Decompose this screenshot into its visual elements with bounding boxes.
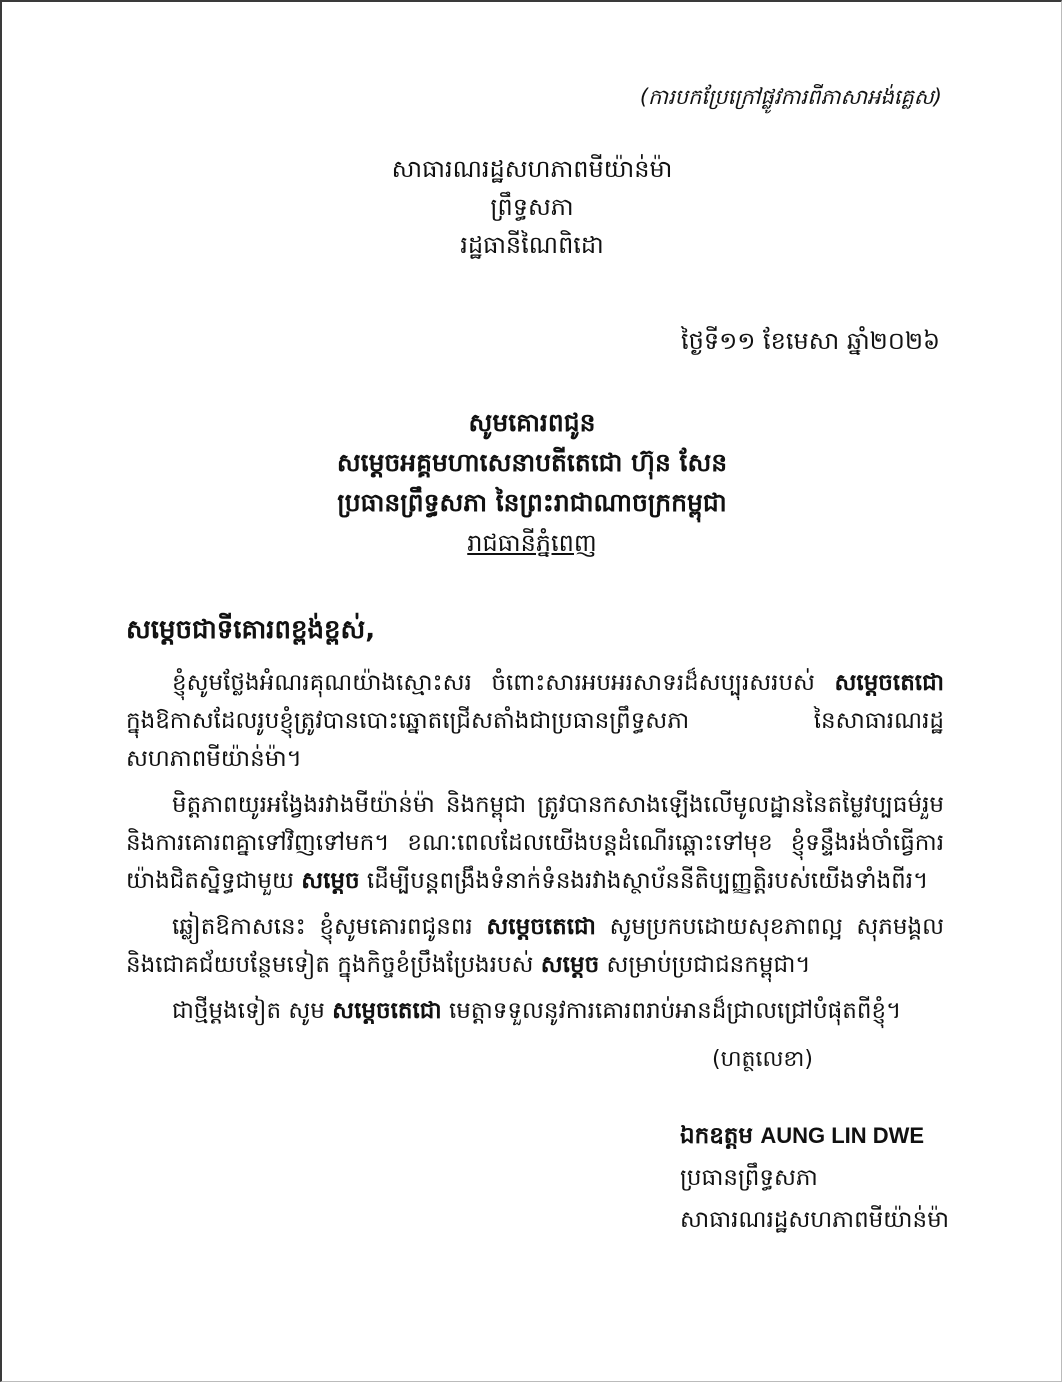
paragraph-text: ខ្ញុំសូមថ្លែងអំណរគុណយ៉ាងស្មោះសរ ចំពោះសារអបអរសាទរដ៏សប្បុរសរបស់ [172,670,835,696]
paragraph-2 [126,786,944,900]
paragraph-1 [126,664,944,778]
emphasis-text: សម្តេច [540,952,600,978]
paragraph-text: ក្នុងឱកាសដែលរូបខ្ញុំត្រូវបានបោះឆ្នោតជ្រើសតាំងជាប្រធានព្រឹទ្ធសភា នៃសាធារណរដ្ឋសហភាពមីយ៉ាន់ម៉ា។ [126,708,944,772]
paragraph-text: សម្រាប់ប្រជាជនកម្ពុជា។ [599,952,811,978]
paragraph-text: ជាថ្មីម្តងទៀត សូម [172,998,333,1024]
paragraph-text: សូមប្រកបដោយសុខភាពល្អ សុភមង្គល និងជោគជ័យបន្ថែមទៀត ក្នុងកិច្ចខំប្រឹងប្រែងរបស់ [126,914,944,978]
recipient-position: ប្រធានព្រឹទ្ធសភា នៃព្រះរាជាណាចក្រកម្ពុជា [337,488,727,517]
paragraph-text: ដើម្បីបន្តពង្រឹងទំនាក់ទំនងរវាងស្ថាប័ននីតិប្បញ្ញត្តិរបស់យើងទាំងពីរ។ [359,868,929,894]
signer-name-line [680,1115,949,1157]
paragraph-text: ឆ្លៀតឱកាសនេះ ខ្ញុំសូមគោរពជូនពរ [172,914,487,940]
recipient-block [0,403,1064,563]
recipient-city: រាជធានីភ្នំពេញ [467,529,597,557]
issuer-body: ព្រឹទ្ធសភា [490,193,574,221]
letter-body [126,664,944,1038]
issuer-city: រដ្ឋធានីណៃពិដោ [460,231,604,259]
signature-placeholder: (ហត្ថលេខា) [712,1047,813,1072]
signer-block [680,1115,949,1241]
translation-note: (ការបកប្រែក្រៅផ្លូវការពីភាសាអង់គ្លេស) [639,85,942,109]
emphasis-text: សម្តេចតេជោ [486,914,596,940]
emphasis-text: សម្តេចតេជោ [834,670,944,696]
emphasis-text: សម្តេចតេជោ [332,998,442,1024]
issuer-country: សាធារណរដ្ឋសហភាពមីយ៉ាន់ម៉ា [391,155,673,183]
paragraph-text: មិត្តភាពយូរអង្វែងរវាងមីយ៉ាន់ម៉ា និងកម្ពុជា ត្រូវបានកសាងឡើងលើមូលដ្ឋាននៃតម្លៃវប្បធម៌រួម និងការគោរពគ្នាទៅវិញទៅមក។ ខណៈពេលដែលយើងបន្តដំណើរឆ្ពោះទៅមុខ ខ្ញុំទន្ទឹងរង់ចាំធ្វើការយ៉ាងជិតស្និទ្ធជាមួយ [126,792,944,894]
emphasis-text: សម្តេច [301,868,360,894]
paragraph-text: មេត្តាទទួលនូវការគោរពរាប់អានដ៏ជ្រាលជ្រៅបំផុតពីខ្ញុំ។ [441,998,902,1024]
signer-position: ប្រធានព្រឹទ្ធសភា [680,1165,818,1191]
signer-institution: សាធារណរដ្ឋសហភាពមីយ៉ាន់ម៉ា [680,1207,949,1233]
letter-date: ថ្ងៃទី១១ ខែមេសា ឆ្នាំ២០២៦ [680,327,940,355]
recipient-name: សម្តេចអគ្គមហាសេនាបតីតេជោ ហ៊ុន សែន [336,448,728,477]
recipient-greeting: សូមគោរពជូន [468,408,596,437]
paragraph-4 [126,992,944,1030]
issuer-block [0,150,1064,264]
salutation: សម្តេចជាទីគោរពខ្ពង់ខ្ពស់, [126,615,376,645]
signer-title: ឯកឧត្តម [680,1123,753,1149]
paragraph-3 [126,908,944,984]
signer-name: AUNG LIN DWE [760,1123,925,1148]
